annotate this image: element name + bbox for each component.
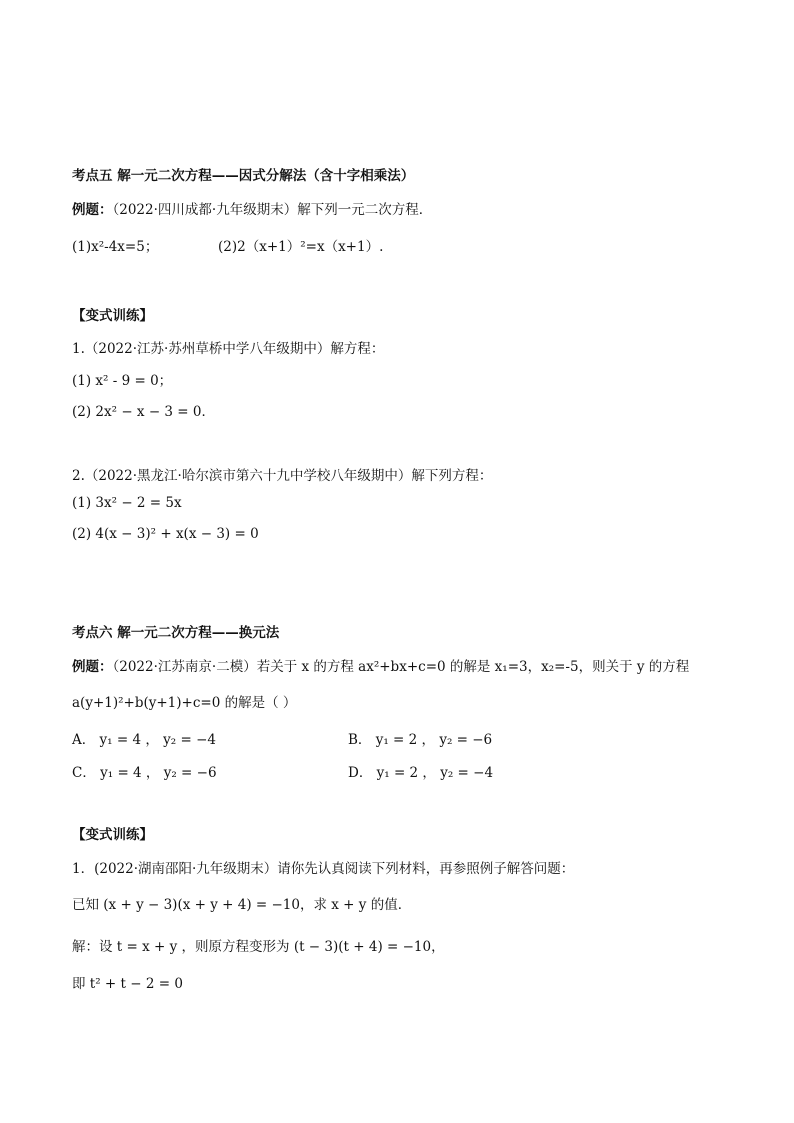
example-label: 例题： [72, 202, 113, 218]
section6-q1-solution-line2: 即 t² + t − 2 = 0 [72, 976, 183, 992]
section5-example-part2: (2)2（x+1）²=x（x+1）. [218, 239, 384, 255]
section5-q2-part1: (1) 3x² − 2 = 5x [72, 495, 182, 511]
option-b: B． y₁ = 2 ， y₂ = −6 [348, 732, 493, 748]
option-c: C． y₁ = 4 ， y₂ = −6 [72, 765, 217, 781]
section5-q2-part2: (2) 4(x − 3)² + x(x − 3) = 0 [72, 526, 259, 542]
section5-q1-part2: (2) 2x² − x − 3 = 0． [72, 404, 216, 420]
example-text: （2022·江苏南京·二模）若关于 x 的方程 ax²+bx+c=0 的解是 x₁=3，x₂=-5，则关于 y 的方程 [112, 659, 690, 675]
section5-practice-heading: 【变式训练】 [72, 308, 153, 324]
section6-q1-given: 已知 (x + y − 3)(x + y + 4) = −10，求 x + y 的值． [72, 897, 412, 913]
section5-q2-stem: 2.（2022·黑龙江·哈尔滨市第六十九中学校八年级期中）解下列方程： [72, 468, 493, 484]
section6-example-line1 [72, 655, 689, 675]
section5-q1-part1: (1) x² - 9 = 0； [72, 373, 173, 389]
example-label: 例题： [72, 659, 113, 675]
section5-example [72, 198, 432, 218]
section6-q1-solution-line1: 解：设 t = x + y ，则原方程变形为 (t − 3)(t + 4) = −10， [72, 939, 445, 955]
example-text: （2022·四川成都·九年级期末）解下列一元二次方程． [112, 202, 433, 218]
section6-heading: 考点六 解一元二次方程——换元法 [72, 625, 280, 641]
option-d: D． y₁ = 2 ， y₂ = −4 [348, 765, 494, 781]
section6-q1-stem: 1．(2022·湖南邵阳·九年级期末）请你先认真阅读下列材料，再参照例子解答问题： [72, 861, 575, 877]
section6-example-line2: a(y+1)²+b(y+1)+c=0 的解是（ ） [72, 695, 297, 711]
section6-practice-heading: 【变式训练】 [72, 827, 153, 843]
section5-example-part1: (1)x²-4x=5； [72, 239, 159, 255]
option-a: A． y₁ = 4 ， y₂ = −4 [72, 732, 216, 748]
section5-q1-stem: 1.（2022·江苏·苏州草桥中学八年级期中）解方程： [72, 341, 385, 357]
section5-heading: 考点五 解一元二次方程——因式分解法（含十字相乘法） [72, 168, 415, 184]
